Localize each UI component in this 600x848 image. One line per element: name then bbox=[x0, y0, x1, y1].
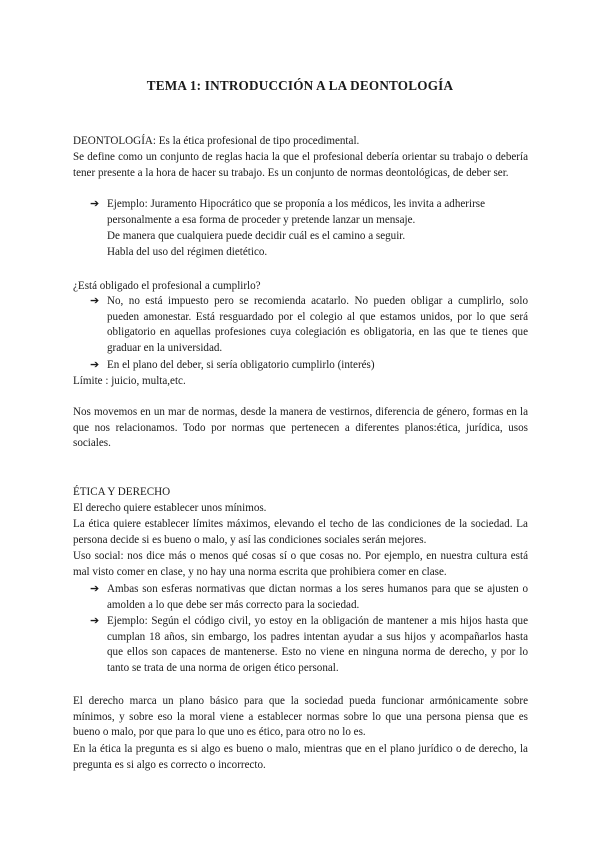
norms-paragraph: Nos movemos en un mar de normas, desde la manera de vestirnos, diferencia de género, formas en la que nos relacionamos. Todo por normas que pertenecen a diferentes planos:ética, jurídica, usos sociales. bbox=[73, 406, 528, 450]
arrow-bullet-icon: ➔ bbox=[90, 615, 100, 627]
bullet-text: Ambas son esferas normativas que dictan normas a los seres humanos para que se ajusten o amolden a lo que debe ser más correcto para la sociedad. bbox=[107, 583, 528, 611]
deontology-definition-heading: DEONTOLOGÍA: Es la ética profesional de tipo procedimental. bbox=[73, 135, 360, 147]
arrow-bullet-icon: ➔ bbox=[90, 359, 100, 371]
bullet-text: Ejemplo: Juramento Hipocrático que se proponía a los médicos, les invita a adherirse personalmente a esa forma de proceder y pretende lanzar un mensaje. bbox=[107, 198, 486, 226]
bullet-text: Ejemplo: Según el código civil, yo estoy en la obligación de mantener a mis hijos hasta que cumplan 18 años, sin embargo, los padres intentan ayudar a sus hijos y acompañarlos hasta que ellos son capaces de mantenerse. Esto no viene en ninguna norma de derecho, y por lo tanto se trata de una norma de origen ético personal. bbox=[107, 615, 528, 675]
page-title: TEMA 1: INTRODUCCIÓN A LA DEONTOLOGÍA bbox=[146, 78, 454, 93]
law-minimums-line: El derecho quiere establecer unos mínimos. bbox=[73, 502, 267, 514]
arrow-bullet-icon: ➔ bbox=[90, 295, 100, 307]
bullet-item bbox=[90, 614, 528, 677]
limit-line: Límite : juicio, multa,etc. bbox=[73, 375, 186, 387]
bullet-text: En el plano del deber, si sería obligatorio cumplirlo (interés) bbox=[107, 359, 375, 371]
section-heading-ethics-law: ÉTICA Y DERECHO bbox=[73, 486, 171, 498]
bullet-item bbox=[90, 197, 528, 228]
deontology-definition-paragraph: Se define como un conjunto de reglas hacia la que el profesional debería orientar su trabajo o debería tener presente a la hora de hacer su trabajo. Es un conjunto de normas deontológicas, de deber ser. bbox=[73, 151, 528, 179]
bullet-continuation: Habla del uso del régimen dietético. bbox=[107, 246, 268, 258]
bullet-text: No, no está impuesto pero se recomienda acatarlo. No pueden obligar a cumplirlo, solo pueden amonestar. Está resguardado por el colegio al que estamos unidos, por lo que será obligatorio en aquellas profesiones cuya colegiación es obligatoria, en las que te tienes que graduar en la universidad. bbox=[107, 295, 528, 355]
bullet-item bbox=[90, 582, 528, 613]
ethics-question-paragraph: En la ética la pregunta es si algo es bueno o malo, mientras que en el plano jurídico o de derecho, la pregunta es si algo es correcto o incorrecto. bbox=[73, 743, 528, 771]
ethics-maximums-paragraph: La ética quiere establecer límites máximos, elevando el techo de las condiciones de la sociedad. La persona decide si es bueno o malo, y así las condiciones sociales serán mejores. bbox=[73, 518, 528, 546]
bullet-continuation: De manera que cualquiera puede decidir cuál es el camino a seguir. bbox=[107, 230, 406, 242]
obligation-question: ¿Está obligado el profesional a cumplirlo? bbox=[73, 280, 261, 292]
law-moral-paragraph: El derecho marca un plano básico para que la sociedad pueda funcionar armónicamente sobre mínimos, y sobre eso la moral viene a establecer normas sobre lo que una persona piensa que es bueno o malo, por que para lo que uno es ético, para otro no lo es. bbox=[73, 695, 528, 739]
bullet-item bbox=[90, 358, 528, 374]
arrow-bullet-icon: ➔ bbox=[90, 583, 100, 595]
social-use-paragraph: Uso social: nos dice más o menos qué cosas sí o que cosas no. Por ejemplo, en nuestra cultura está mal visto comer en clase, y no hay una norma escrita que prohibiera comer en clase. bbox=[73, 550, 528, 578]
bullet-item bbox=[90, 294, 528, 357]
arrow-bullet-icon: ➔ bbox=[90, 198, 100, 210]
